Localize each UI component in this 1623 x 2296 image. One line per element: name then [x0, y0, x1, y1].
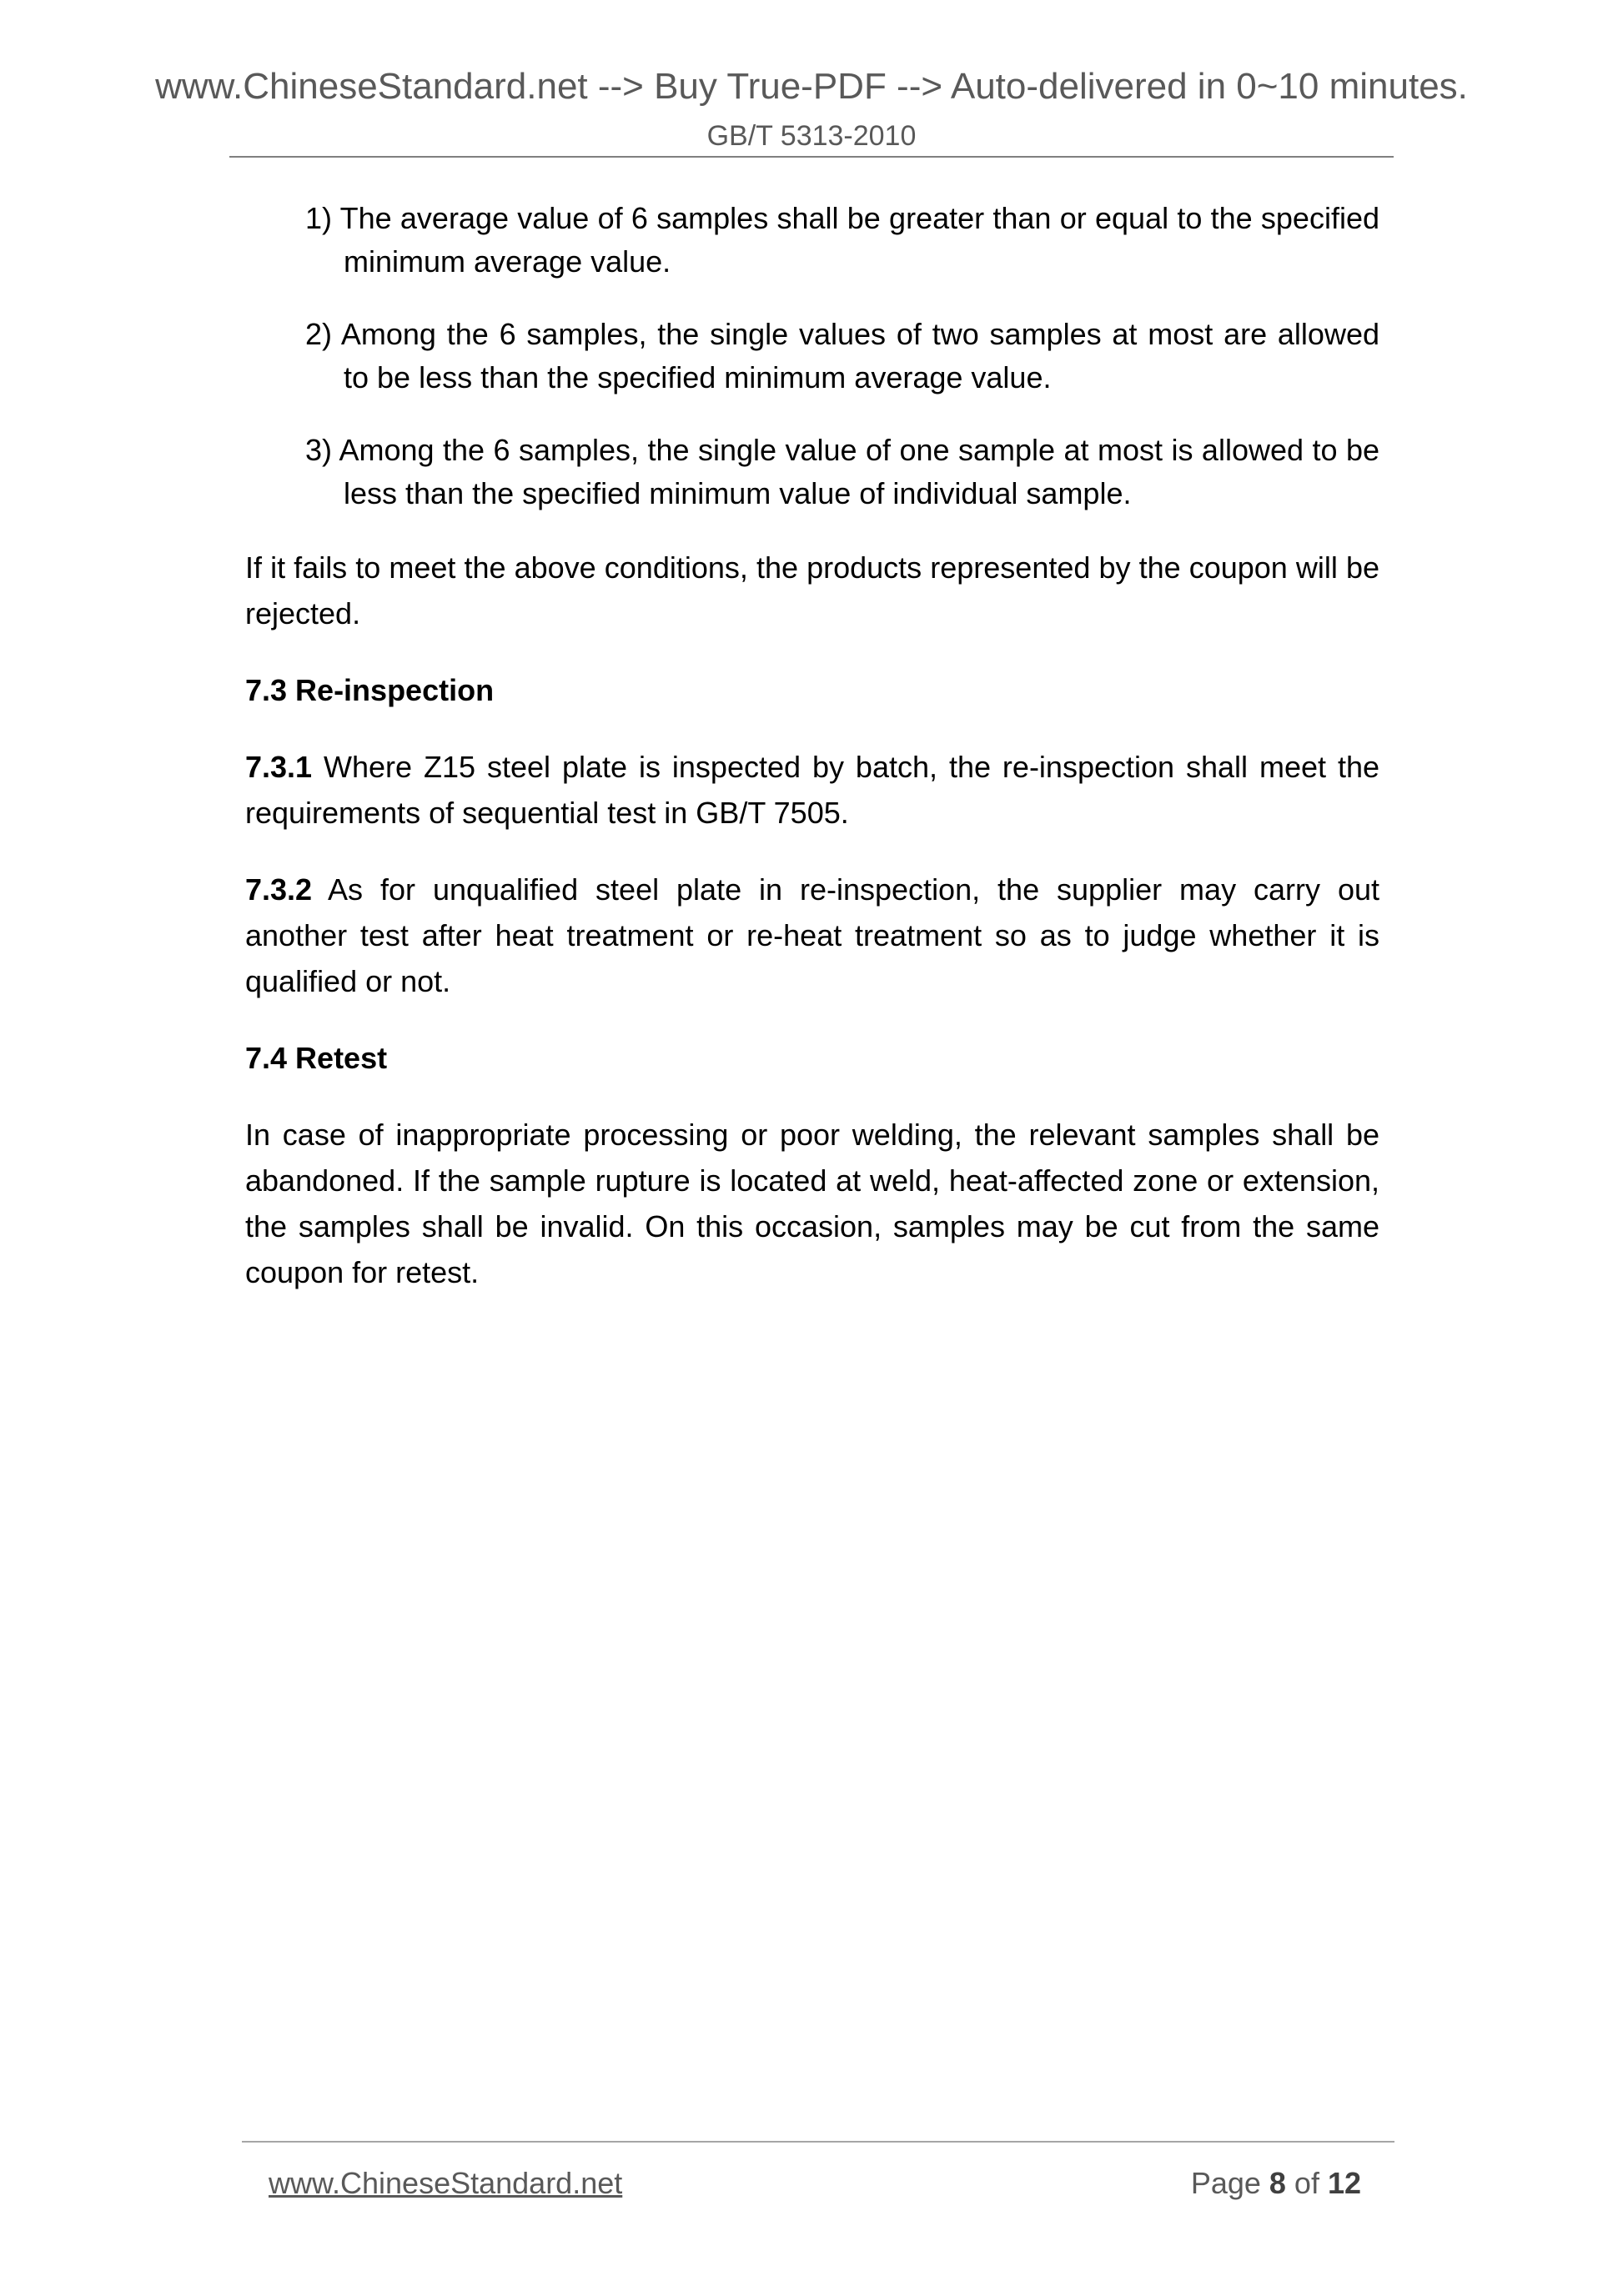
clause-7-3-2 [245, 867, 1379, 1004]
page-number [1191, 2165, 1361, 2202]
clause-text: As for unqualified steel plate in re-inspection, the supplier may carry out another test after heat treatment or re-heat treatment so as to judge whether it is qualified or not. [245, 872, 1379, 998]
retest-paragraph: In case of inappropriate processing or poor welding, the relevant samples shall be abandoned. If the sample rupture is located at weld, heat-affected zone or extension, the samples shall be invalid. On this occasion, samples may be cut from the same coupon for retest. [245, 1118, 1379, 1289]
page-current: 8 [1269, 2166, 1286, 2200]
clause-text: Where Z15 steel plate is inspected by batch, the re-inspection shall meet the requirements of sequential test in GB/T 7505. [245, 750, 1379, 830]
footer-divider [242, 2141, 1394, 2143]
standard-code: GB/T 5313-2010 [706, 120, 917, 152]
footer-website-link[interactable]: www.ChineseStandard.net [269, 2166, 623, 2200]
clause-7-3-1 [245, 744, 1379, 836]
clause-number: 7.3.1 [245, 750, 313, 784]
page-prefix: Page [1190, 2166, 1269, 2200]
header-divider [229, 156, 1394, 158]
clause-number: 7.3.2 [245, 872, 313, 907]
rejection-paragraph: If it fails to meet the above conditions, the products represented by the coupon will be rejected. [245, 550, 1379, 631]
page-total: 12 [1327, 2166, 1361, 2200]
list-item: 1) The average value of 6 samples shall be greater than or equal to the specified minimum average value. [305, 201, 1379, 279]
list-item: 2) Among the 6 samples, the single values of two samples at most are allowed to be less than the specified minimum average value. [305, 317, 1379, 394]
section-heading-7-3: 7.3 Re-inspection [245, 673, 495, 707]
header-banner: www.ChineseStandard.net --> Buy True-PDF --> Auto-delivered in 0~10 minutes. [155, 66, 1468, 107]
document-body [245, 197, 1379, 1326]
list-item: 3) Among the 6 samples, the single value of one sample at most is allowed to be less than the specified minimum value of individual sample. [305, 433, 1379, 510]
section-heading-7-4: 7.4 Retest [245, 1041, 388, 1075]
page-of: of [1285, 2166, 1328, 2200]
